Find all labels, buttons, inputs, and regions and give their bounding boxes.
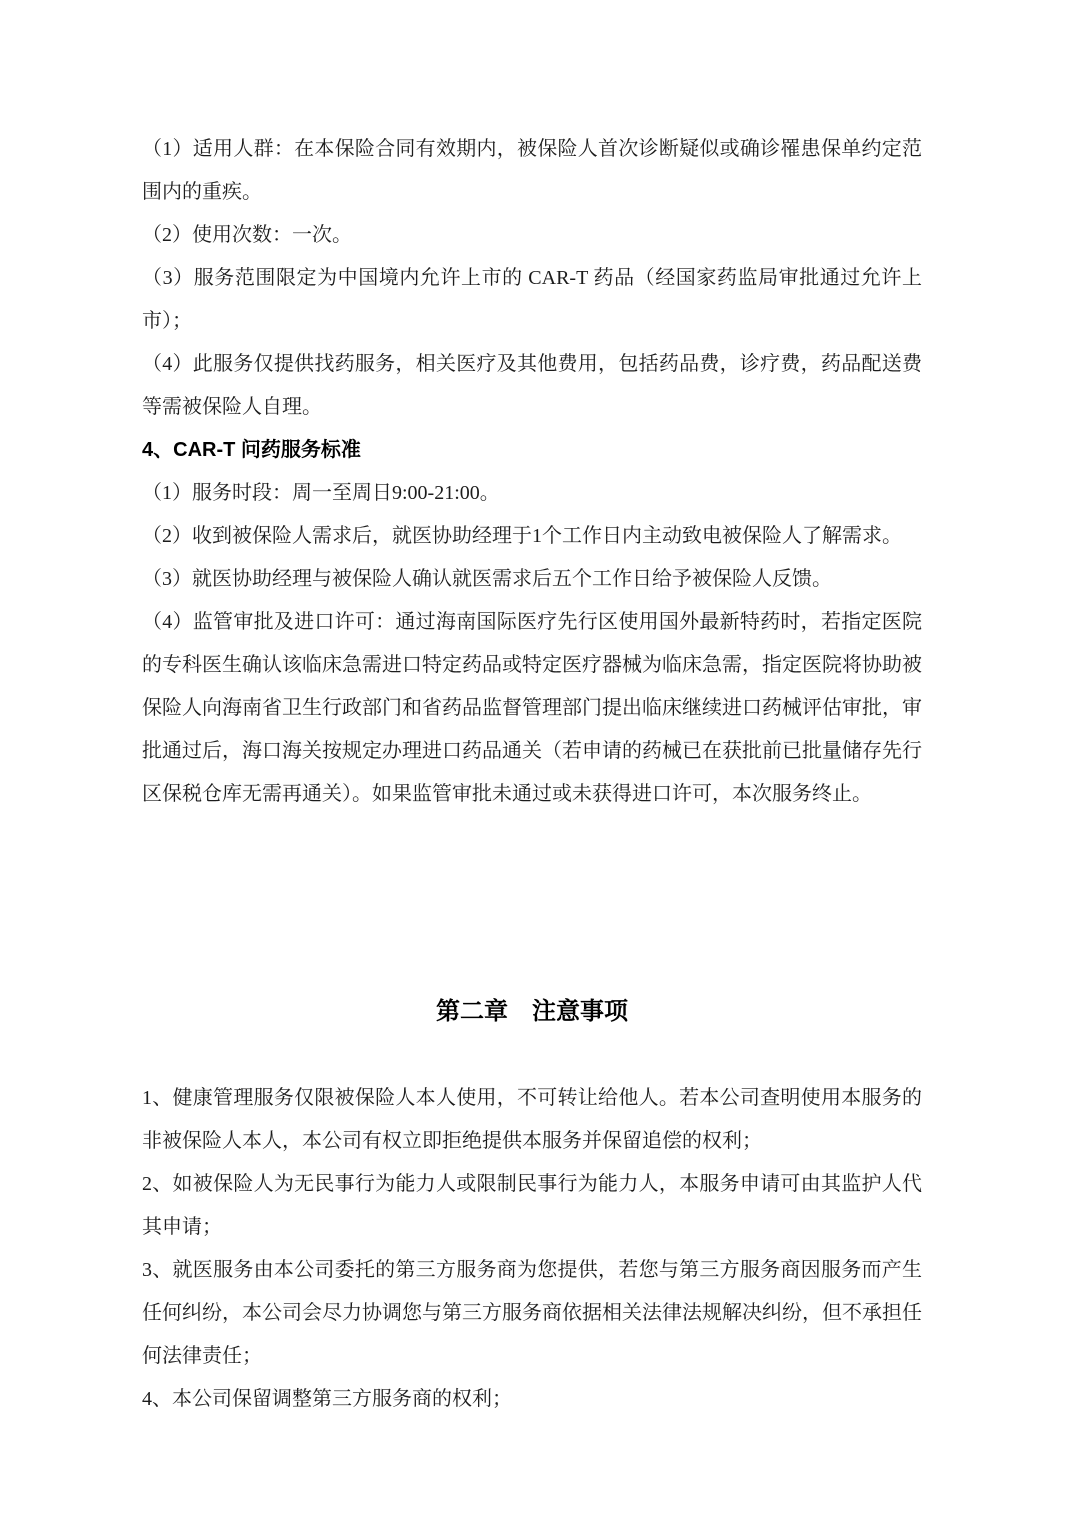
clause-applicable-people: （1）适用人群：在本保险合同有效期内，被保险人首次诊断疑似或确诊罹患保单约定范围内的重疾。 <box>142 138 922 203</box>
standard-regulatory-approval: （4）监管审批及进口许可：通过海南国际医疗先行区使用国外最新特药时，若指定医院的专科医生确认该临床急需进口特定药品或特定医疗器械为临床急需，指定医院将协助被保险人向海南省卫生行政部门和省药品监督管理部门提出临床继续进口药械评估审批，审批通过后，海口海关按规定办理进口药品通关（若申请的药械已在获批前已批量储存先行区保税仓库无需再通关）。如果监管审批未通过或未获得进口许可，本次服务终止。 <box>142 611 922 805</box>
note-adjust-provider-right: 4、本公司保留调整第三方服务商的权利； <box>142 1388 512 1410</box>
clause-service-scope: （3）服务范围限定为中国境内允许上市的 CAR-T 药品（经国家药监局审批通过允许上市）； <box>142 267 922 332</box>
standard-feedback: （3）就医协助经理与被保险人确认就医需求后五个工作日给予被保险人反馈。 <box>142 568 832 590</box>
clause-self-pay: （4）此服务仅提供找药服务，相关医疗及其他费用，包括药品费，诊疗费，药品配送费等需被保险人自理。 <box>142 353 922 418</box>
standard-service-hours: （1）服务时段：周一至周日9:00-21:00。 <box>142 482 500 504</box>
standard-callback: （2）收到被保险人需求后，就医协助经理于1个工作日内主动致电被保险人了解需求。 <box>142 525 902 547</box>
clause-usage-count: （2）使用次数：一次。 <box>142 224 352 246</box>
document-content <box>142 128 922 1421</box>
chapter-2-notes <box>142 1077 922 1421</box>
section-heading-cart-service-standard: 4、CAR-T 问药服务标准 <box>142 439 361 461</box>
note-guardian-apply: 2、如被保险人为无民事行为能力人或限制民事行为能力人，本服务申请可由其监护人代其申请； <box>142 1173 922 1238</box>
chapter-2-heading: 第二章 注意事项 <box>436 999 628 1025</box>
note-third-party-provider: 3、就医服务由本公司委托的第三方服务商为您提供，若您与第三方服务商因服务而产生任何纠纷，本公司会尽力协调您与第三方服务商依据相关法律法规解决纠纷，但不承担任何法律责任； <box>142 1259 922 1367</box>
note-personal-use-only: 1、健康管理服务仅限被保险人本人使用，不可转让给他人。若本公司查明使用本服务的非被保险人本人，本公司有权立即拒绝提供本服务并保留追偿的权利； <box>142 1087 922 1152</box>
